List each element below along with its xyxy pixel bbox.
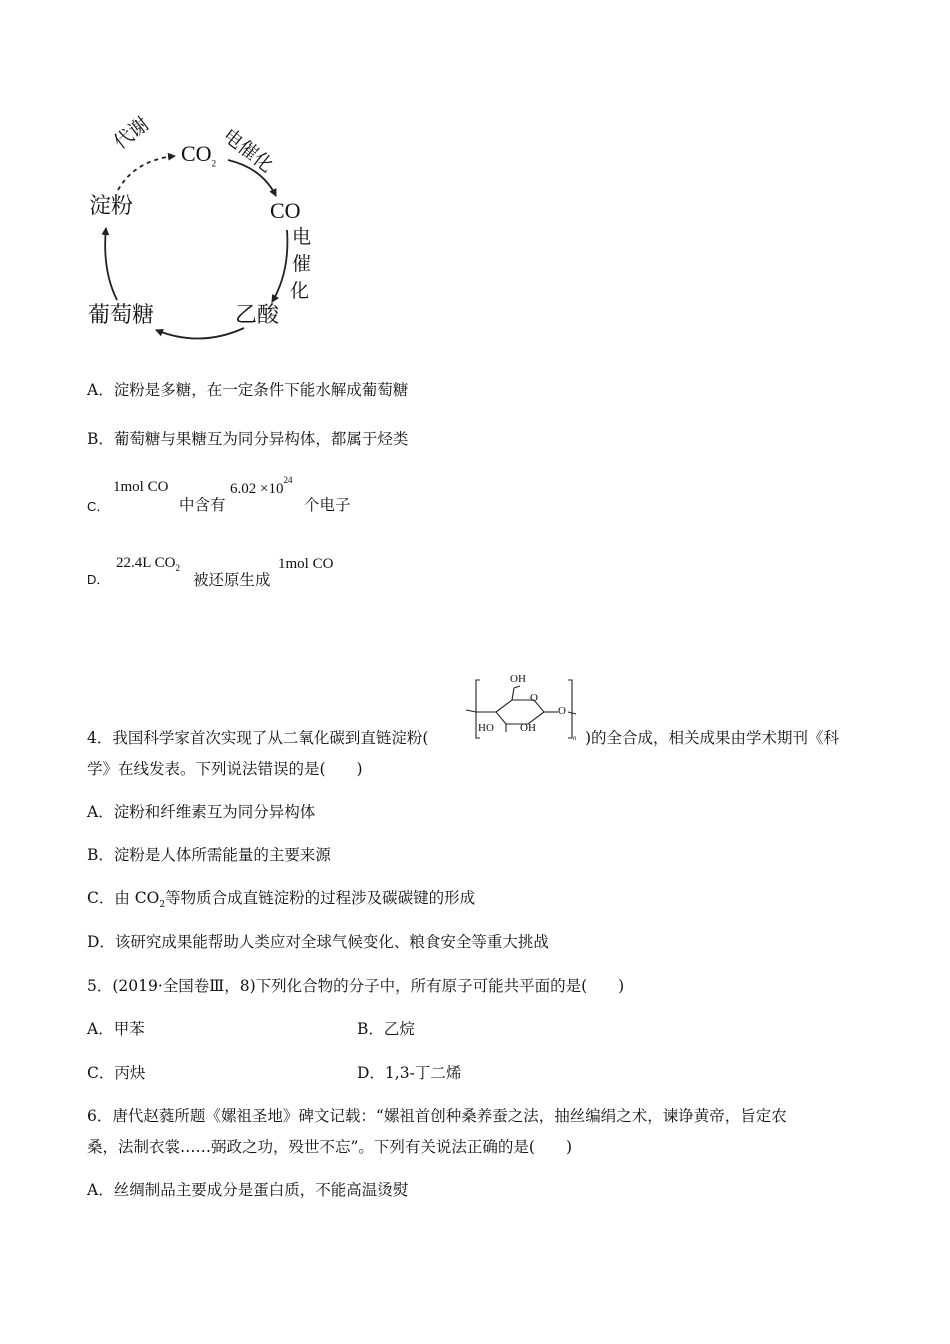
q3-option-c-text1: 中含有 xyxy=(179,496,226,514)
electrocatalysis-label-top: 电催化 xyxy=(218,124,278,177)
q5-option-a: A．甲苯 xyxy=(87,1020,145,1038)
q5-stem: 5．(2019·全国卷Ⅲ，8)下列化合物的分子中，所有原子可能共平面的是( ) xyxy=(87,977,625,995)
electrocatalysis-char-3: 化 xyxy=(290,280,310,302)
q4-stem-start: 4．我国科学家首次实现了从二氧化碳到直链淀粉( xyxy=(87,729,429,747)
co-label: CO xyxy=(270,198,301,223)
q5-option-d: D．1,3-丁二烯 xyxy=(357,1064,462,1082)
q3-option-c-text2: 个电子 xyxy=(304,496,351,514)
q3-option-d-label: D． xyxy=(87,572,110,587)
q3-option-b: B．葡萄糖与果糖互为同分异构体，都属于烃类 xyxy=(87,430,409,448)
q3-option-c-math1: 1mol CO xyxy=(113,479,169,495)
q3-option-d-math1: 22.4L $CO_2$ xyxy=(116,555,180,573)
starch-label: 淀粉 xyxy=(89,194,134,219)
q3-option-a: A．淀粉是多糖，在一定条件下能水解成葡萄糖 xyxy=(87,381,409,399)
co2-label: $CO_2$ xyxy=(181,141,217,169)
q6-stem-line2: 桑，法制衣裳……弼政之功，殁世不忘”。下列有关说法正确的是( ) xyxy=(87,1138,573,1156)
acetic-acid-label: 乙酸 xyxy=(235,303,280,328)
metabolism-label: 代谢 xyxy=(109,113,154,154)
q4-option-d: D．该研究成果能帮助人类应对全球气候变化、粮食安全等重大挑战 xyxy=(87,933,549,951)
acetic-to-glucose-arrow xyxy=(156,328,244,339)
q4-option-a: A．淀粉和纤维素互为同分异构体 xyxy=(87,803,316,821)
metabolism-arrow xyxy=(118,156,175,190)
glucose-to-starch-arrow xyxy=(105,228,117,300)
q5-option-b: B．乙烷 xyxy=(357,1020,415,1038)
q4-stem-end: )的全合成，相关成果由学术期刊《科 xyxy=(585,729,840,747)
co-to-acetic-arrow xyxy=(272,230,287,302)
electrocatalysis-char-2: 催 xyxy=(292,253,312,275)
q4-stem-line2: 学》在线发表。下列说法错误的是( ) xyxy=(87,760,363,778)
q3-option-d-math2: 1mol CO xyxy=(278,556,334,572)
q6-option-a: A．丝绸制品主要成分是蛋白质，不能高温烫熨 xyxy=(87,1181,409,1199)
q4-option-b: B．淀粉是人体所需能量的主要来源 xyxy=(87,846,331,864)
cycle-arrows xyxy=(0,0,360,360)
q5-option-c: C．丙炔 xyxy=(87,1064,146,1082)
amylose-structure: OH O O HO OH n xyxy=(462,672,586,746)
q4-option-c: C．由 $CO_2$等物质合成直链淀粉的过程涉及碳碳键的形成 xyxy=(87,889,476,911)
glucose-label: 葡萄糖 xyxy=(88,303,155,328)
q3-option-c-math2: $6.02 \times 10^{24}$ xyxy=(230,475,293,497)
q6-stem-line1: 6．唐代赵蕤所题《嫘祖圣地》碑文记载：“嫘祖首创种桑养蚕之法，抽丝编绢之术，谏诤黄帝，旨定农 xyxy=(87,1107,787,1125)
q3-option-d-text1: 被还原生成 xyxy=(193,571,271,589)
q3-option-c-label: C． xyxy=(87,499,110,514)
electrocatalysis-char-1: 电 xyxy=(292,226,312,248)
